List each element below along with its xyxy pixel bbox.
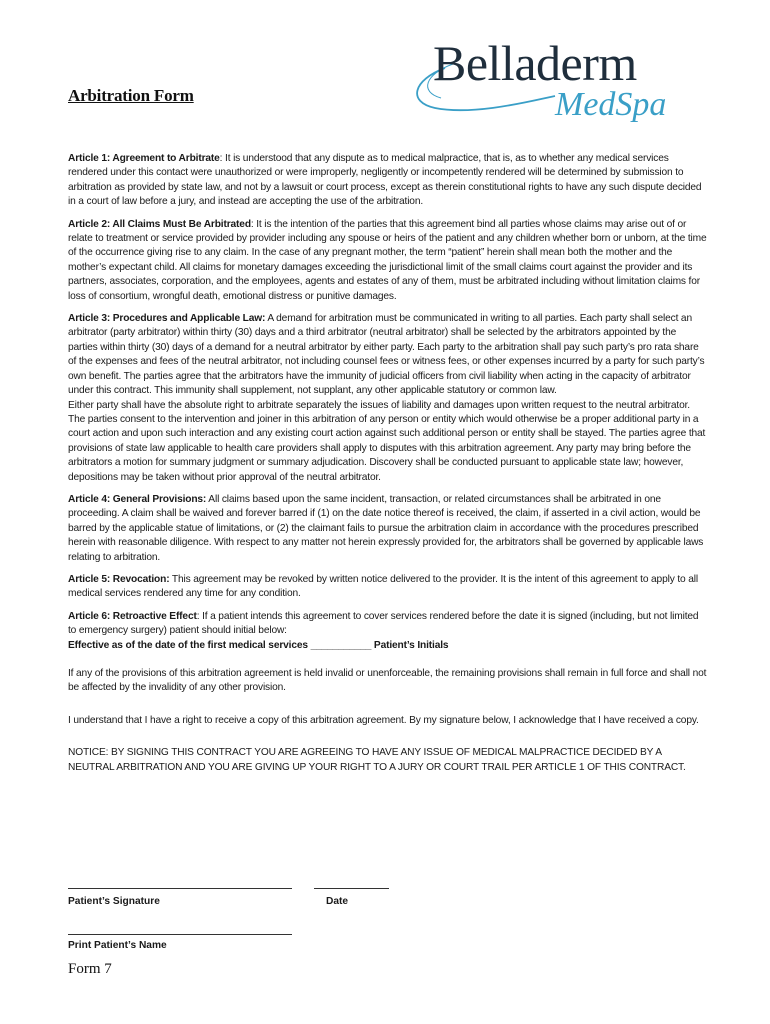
logo-text-belladerm: Belladerm <box>433 35 637 91</box>
article-2-heading: Article 2: All Claims Must Be Arbitrated <box>68 218 251 230</box>
article-4-text: All claims based upon the same incident, transaction, or related circumstances shall be arbitrated in one proceeding. A claim shall be waived and forever barred if (1) on the date notice thereof is received, the claim, if asserted in a civil action, would be barred by the applicable statue of limitations, or (2) the claimant fails to pursue the arbitration claim in accordance with the procedures prescribed herein with reasonable diligence. With respect to any matter not herein expressly provided for, the arbitrators shall be governed by applicable laws relating to arbitration. <box>68 493 704 563</box>
form-number: Form 7 <box>68 961 112 977</box>
notice-text: NOTICE: BY SIGNING THIS CONTRACT YOU ARE AGREEING TO HAVE ANY ISSUE OF MEDICAL MALPRACTICE DECIDED BY A NEUTRAL ARBITRATION AND YOU ARE GIVING UP YOUR RIGHT TO A JURY OR COURT TRAIL PER ARTICLE 1 OF THIS CONTRACT. <box>68 747 686 773</box>
article-3-paragraph-2: Either party shall have the absolute right to arbitrate separately the issues of liability and damages upon written request to the neutral arbitrator. <box>68 399 690 411</box>
effective-date-initials-label: Effective as of the date of the first medical services ___________ Patient’s Initials <box>68 639 449 651</box>
page-title: Arbitration Form <box>68 86 194 105</box>
article-4 <box>68 493 708 565</box>
article-4-heading: Article 4: General Provisions: <box>68 493 207 505</box>
patient-signature-label: Patient’s Signature <box>68 896 160 907</box>
article-5-text: This agreement may be revoked by written notice delivered to the provider. It is the intent of this agreement to apply to all medical services rendered any time for any condition. <box>68 573 698 600</box>
article-3-heading: Article 3: Procedures and Applicable Law: <box>68 313 266 325</box>
article-3-text: A demand for arbitration must be communicated in writing to all parties. Each party shall select an arbitrator (party arbitrator) within thirty (30) days and a third arbitrator (neutral arbitrator) shall be selected by the arbitrators appointed by the parties within thirty (30) days of a demand for a neutral arbitrator by either party. Each party to the arbitration shall pay such party’s pro rata share of the expenses and fees of the neutral arbitrator, not including counsel fees or witness fees, or other expenses incurred by a party for such party’s own benefit. The parties agree that the arbitrators have the immunity of judicial officers from civil liability when acting in the capacity of arbitrator under this contract. This immunity shall supplement, not supplant, any other applicable statutory or common law. <box>68 313 705 397</box>
agreement-body <box>68 152 708 783</box>
print-name-label: Print Patient’s Name <box>68 940 167 951</box>
article-2 <box>68 218 708 304</box>
acknowledgement-text: I understand that I have a right to receive a copy of this arbitration agreement. By my signature below, I acknowledge that I have received a copy. <box>68 714 699 726</box>
logo-text-medspa: MedSpa <box>555 86 667 123</box>
date-line[interactable] <box>314 888 389 889</box>
article-6-heading: Article 6: Retroactive Effect <box>68 610 197 622</box>
article-6 <box>68 610 708 639</box>
article-1 <box>68 152 708 210</box>
article-1-text: : It is understood that any dispute as to medical malpractice, that is, as to whether any medical services rendered under this contact were unauthorized or were improperly, negligently or incompetently rendered will be determined by submission to arbitration as provided by state law, and not by a lawsuit or court process, except as therein constitutional rights to have any such dispute decided in a court of law before a jury, and instead are accepting the use of the arbitration. <box>68 153 702 208</box>
patient-signature-line[interactable] <box>68 888 292 889</box>
print-name-line[interactable] <box>68 934 292 935</box>
article-3 <box>68 312 708 398</box>
article-5-heading: Article 5: Revocation: <box>68 573 170 585</box>
article-5 <box>68 573 708 602</box>
patient-initials-line[interactable] <box>68 639 708 653</box>
brand-logo <box>405 35 705 135</box>
article-1-heading: Article 1: Agreement to Arbitrate <box>68 153 220 164</box>
article-6-text: : If a patient intends this agreement to cover services rendered before the date it is signed (including, but not limited to emergency surgery) patient should initial below: <box>68 610 699 637</box>
date-label: Date <box>326 896 349 907</box>
severability-clause: If any of the provisions of this arbitration agreement is held invalid or unenforceable, the remaining provisions shall remain in full force and shall not be affected by the invalidity of any other provision. <box>68 668 707 694</box>
article-3-paragraph-3: The parties consent to the intervention and joiner in this arbitration of any person or entity which would otherwise be a proper additional party in a court action and upon such interaction and any existing court action against such additional person or entity shall be stayed. The parties agree that provisions of state law applicable to health care providers shall apply to disputes with this arbitration agreement. Any party may bring before the arbitrators a motion for summary judgment or summary adjudication. Discovery shall be conducted pursuant to applicable state law; however, depositions may be taken without prior approval of the neutral arbitrator. <box>68 413 706 483</box>
article-2-text: : It is the intention of the parties that this agreement bind all parties whose claims may arise out of or relate to treatment or service provided by provider including any spouse or heirs of the patient and any children whether born or unborn, at the time of the occurrence giving rise to any claim. In the case of any pregnant mother, the term “patient” herein shall mean both the mother and the mother’s expectant child. All claims for monetary damages exceeding the jurisdictional limit of the small claims court against the provider and its partners, associates, corporation, and the employees, agents and estates of any of them, must be arbitrated including without limitation claims for loss of consortium, wrongful death, emotional distress or punitive damages. <box>68 218 707 302</box>
